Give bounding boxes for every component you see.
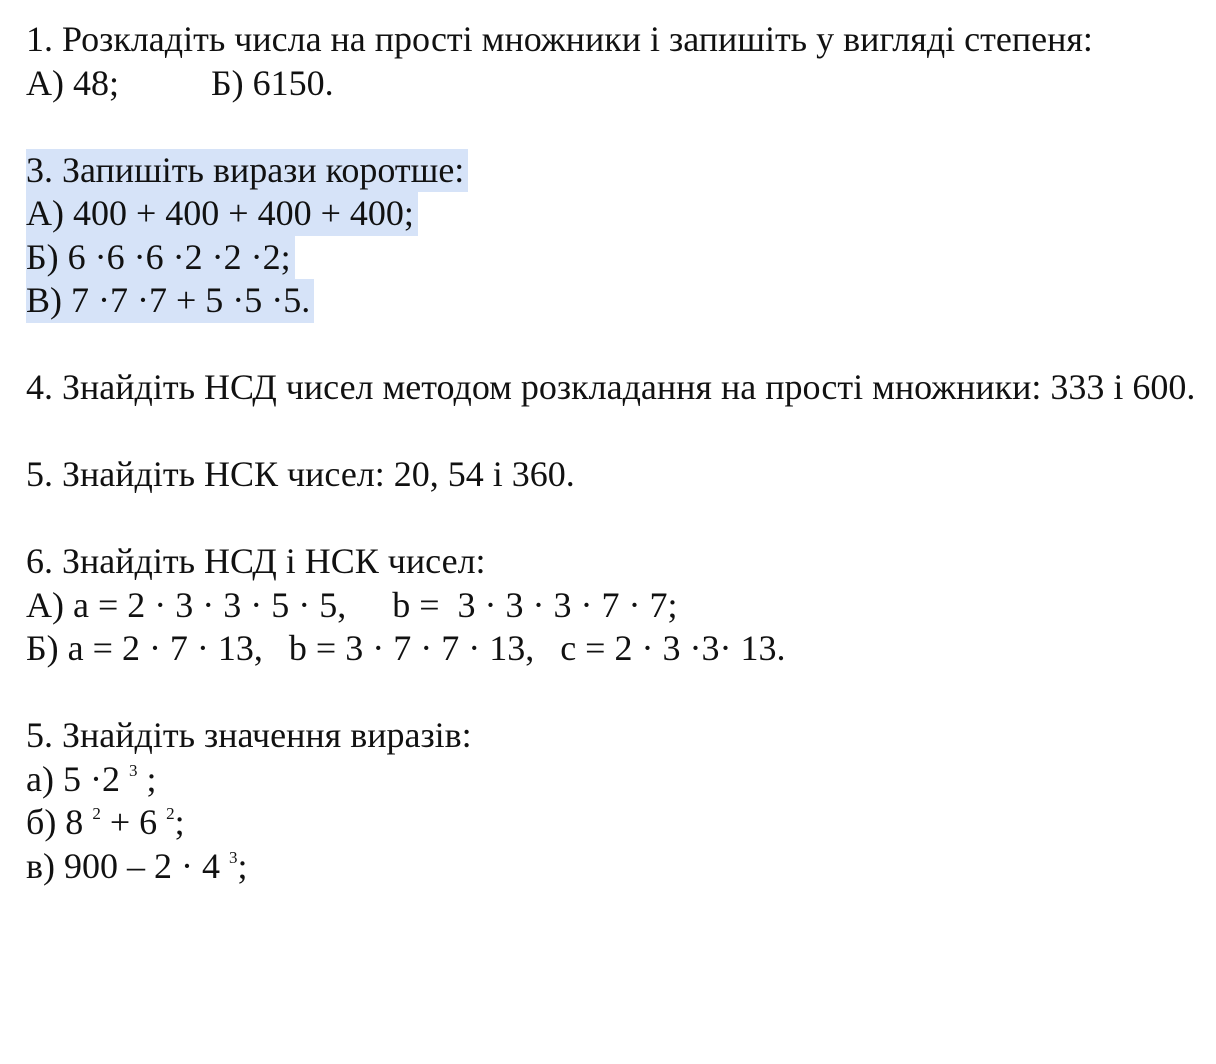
task7-b-mid: + 6 bbox=[109, 802, 158, 842]
task6-a-b: b = 3 · 3 · 3 · 7 · 7; bbox=[392, 584, 678, 625]
document-page bbox=[26, 18, 1196, 888]
task3-c-line bbox=[26, 279, 1196, 323]
task7-heading: 5. Знайдіть значення виразів: bbox=[26, 715, 472, 755]
task3-heading-line bbox=[26, 149, 1196, 193]
task7-b-line bbox=[26, 801, 1196, 845]
task7-b-exponent-1: 2 bbox=[92, 804, 101, 823]
task3-option-a: А) 400 + 400 + 400 + 400; bbox=[26, 192, 418, 236]
task7-a-base: а) 5 ·2 bbox=[26, 758, 120, 799]
task6-b-label: Б) a = 2 · 7 · 13, bbox=[26, 628, 263, 668]
task7-a-line bbox=[26, 758, 1196, 802]
task3-b-line bbox=[26, 236, 1196, 280]
task6-heading: 6. Знайдіть НСД і НСК чисел: bbox=[26, 541, 486, 581]
task6-b-c: c = 2 · 3 ·3· 13. bbox=[560, 628, 786, 668]
blank-line bbox=[26, 410, 1196, 454]
task7-c-end: ; bbox=[237, 845, 248, 886]
task1-option-b: Б) 6150. bbox=[211, 62, 334, 103]
task7-c-base: в) 900 – 2 · 4 bbox=[26, 845, 220, 886]
blank-line bbox=[26, 497, 1196, 541]
task7-a-end: ; bbox=[146, 758, 157, 799]
task3-option-b: Б) 6 ·6 ·6 ·2 ·2 ·2; bbox=[26, 236, 295, 280]
task3-option-c: В) 7 ·7 ·7 + 5 ·5 ·5. bbox=[26, 279, 314, 323]
task6-a-line bbox=[26, 584, 1196, 628]
task4-heading: 4. Знайдіть НСД чисел методом розкладання на прості множники: 333 і 600. bbox=[26, 367, 1196, 407]
task6-a-label: А) a = 2 · 3 · 3 · 5 · 5, bbox=[26, 584, 347, 625]
task7-c-line bbox=[26, 845, 1196, 889]
task1-options bbox=[26, 62, 1196, 106]
task1-option-a: А) 48; bbox=[26, 62, 119, 103]
task7-c-exponent: 3 bbox=[228, 847, 238, 867]
task7-a-exponent: 3 bbox=[128, 760, 138, 780]
blank-line bbox=[26, 671, 1196, 715]
task3-heading: 3. Запишіть вирази коротше: bbox=[26, 149, 468, 193]
task6-b-line bbox=[26, 627, 1196, 671]
blank-line bbox=[26, 323, 1196, 367]
task7-b-base: б) 8 bbox=[26, 802, 84, 842]
task1-heading: 1. Розкладіть числа на прості множники і запишіть у вигляді степеня: bbox=[26, 19, 1093, 59]
task7-b-exponent-2: 2 bbox=[166, 804, 175, 823]
task7-b-end: ; bbox=[174, 802, 185, 842]
task5-heading: 5. Знайдіть НСК чисел: 20, 54 і 360. bbox=[26, 454, 575, 494]
task3-a-line bbox=[26, 192, 1196, 236]
blank-line bbox=[26, 105, 1196, 149]
task6-b-b: b = 3 · 7 · 7 · 13, bbox=[288, 628, 535, 668]
